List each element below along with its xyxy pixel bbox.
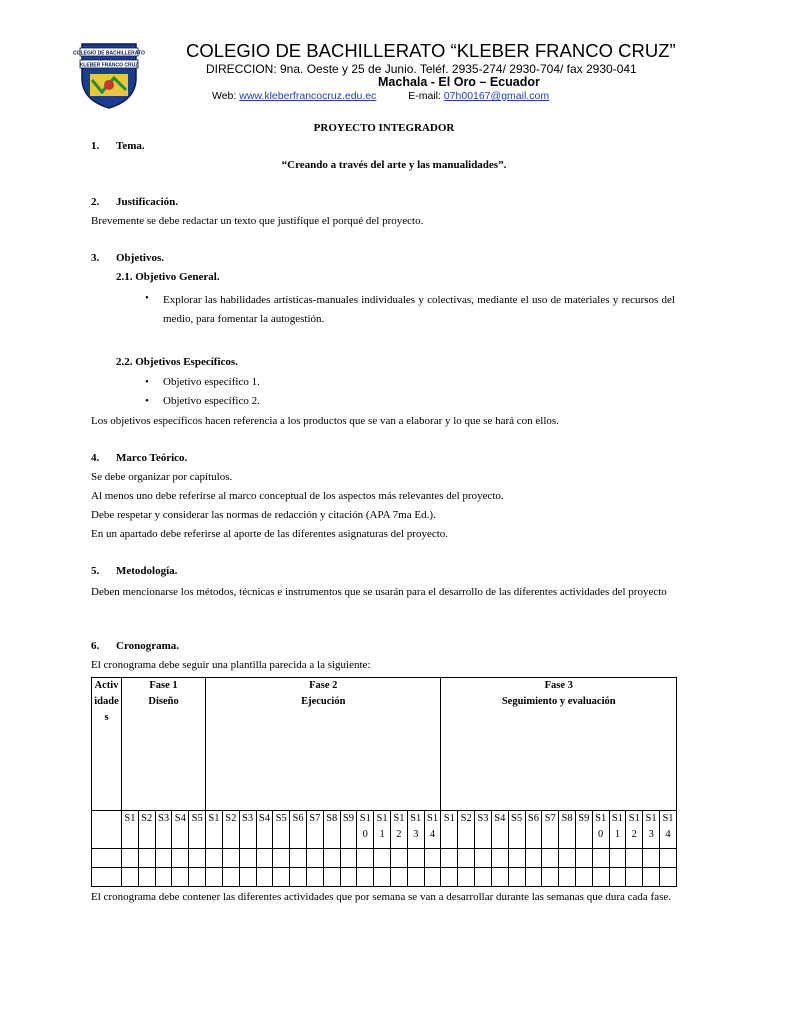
schedule-cell	[306, 849, 323, 868]
general-objective-title: 2.1. Objetivo General.	[116, 271, 220, 283]
schedule-cell	[273, 868, 290, 887]
schedule-cell	[256, 868, 273, 887]
week-cell: S1	[122, 811, 139, 849]
week-cell: S12	[626, 811, 643, 849]
project-theme: “Creando a través del arte y las manualidades”.	[281, 159, 507, 171]
schedule-cell	[357, 849, 374, 868]
schedule-cell	[172, 849, 189, 868]
schedule-cell	[122, 868, 139, 887]
section-4-number: 4.	[91, 452, 100, 464]
email-link[interactable]: 07h00167@gmail.com	[443, 90, 550, 102]
schedule-cell	[306, 868, 323, 887]
schedule-cell	[508, 868, 525, 887]
section-2-title: Justificación.	[116, 196, 179, 208]
schedule-cell	[155, 849, 172, 868]
activity-cell	[92, 849, 122, 868]
activity-cell	[92, 811, 122, 849]
schedule-cell	[508, 849, 525, 868]
schedule-cell	[575, 849, 592, 868]
schedule-table	[91, 677, 677, 887]
schedule-cell	[290, 868, 307, 887]
schedule-cell	[407, 849, 424, 868]
general-objective-text: Explorar las habilidades artísticas-manuales individuales y colectivas, mediante el uso de materiales y recursos del medio, para fomentar la autogestión.	[163, 294, 675, 325]
activity-row	[92, 868, 677, 887]
phase-2-header	[206, 678, 441, 811]
document-title: PROYECTO INTEGRADOR	[313, 122, 455, 134]
bullet-icon: •	[145, 292, 149, 304]
week-cell: S8	[559, 811, 576, 849]
schedule-cell	[374, 849, 391, 868]
schedule-cell	[222, 868, 239, 887]
phase-1-subtitle: Diseño	[148, 696, 179, 707]
schedule-cell	[172, 868, 189, 887]
week-cell: S10	[592, 811, 609, 849]
section-3-number: 3.	[91, 252, 100, 264]
week-cell: S1	[206, 811, 223, 849]
schedule-cell	[122, 849, 139, 868]
specific-objective-1: Objetivo específico 1.	[163, 376, 260, 388]
week-cell: S4	[256, 811, 273, 849]
week-cell: S4	[172, 811, 189, 849]
section-1-number: 1.	[91, 140, 100, 152]
schedule-cell	[424, 849, 441, 868]
activity-row	[92, 849, 677, 868]
schedule-cell	[357, 868, 374, 887]
schedule-cell	[323, 868, 340, 887]
week-cell: S11	[374, 811, 391, 849]
week-cell: S9	[575, 811, 592, 849]
schedule-cell	[407, 868, 424, 887]
activity-cell	[92, 868, 122, 887]
week-cell: S10	[357, 811, 374, 849]
week-cell: S2	[222, 811, 239, 849]
week-cell: S11	[609, 811, 626, 849]
theory-line-3: Debe respetar y considerar las normas de redacción y citación (APA 7ma Ed.).	[91, 509, 436, 521]
schedule-cell	[206, 868, 223, 887]
schedule-cell	[660, 868, 677, 887]
methodology-text: Deben mencionarse los métodos, técnicas e instrumentos que se usarán para el desarrollo de las diferentes actividades del proyecto	[91, 586, 667, 598]
phase-2-subtitle: Ejecución	[301, 696, 346, 707]
week-cell: S6	[290, 811, 307, 849]
week-cell: S7	[306, 811, 323, 849]
schedule-cell	[239, 849, 256, 868]
week-cell: S5	[508, 811, 525, 849]
week-cell: S3	[239, 811, 256, 849]
schedule-intro: El cronograma debe seguir una plantilla parecida a la siguiente:	[91, 659, 371, 671]
week-cell: S8	[323, 811, 340, 849]
schedule-cell	[138, 868, 155, 887]
week-cell: S14	[660, 811, 677, 849]
specific-objectives-title: 2.2. Objetivos Específicos.	[116, 356, 238, 368]
schedule-cell	[525, 849, 542, 868]
section-6-title: Cronograma.	[116, 640, 180, 652]
email-label: E-mail:	[408, 90, 441, 102]
schedule-cell	[491, 868, 508, 887]
schedule-cell	[138, 849, 155, 868]
schedule-cell	[559, 868, 576, 887]
schedule-cell	[323, 849, 340, 868]
web-label: Web:	[212, 90, 237, 102]
schedule-cell	[222, 849, 239, 868]
phase-1-header	[122, 678, 206, 811]
schedule-cell	[592, 849, 609, 868]
schedule-footer-text: El cronograma debe contener las diferentes actividades que por semana se van a desarrollar durante las semanas que dura cada fase.	[91, 891, 671, 903]
week-cell: S9	[340, 811, 357, 849]
week-cell: S5	[273, 811, 290, 849]
schedule-cell	[626, 868, 643, 887]
schedule-cell	[458, 868, 475, 887]
bullet-icon: •	[145, 376, 149, 388]
schedule-cell	[340, 849, 357, 868]
phase-3-subtitle: Seguimiento y evaluación	[501, 696, 616, 707]
schedule-cell	[206, 849, 223, 868]
contact-line	[212, 90, 549, 102]
objectives-note: Los objetivos específicos hacen referencia a los productos que se van a elaborar y lo que se hará con ellos.	[91, 415, 559, 427]
schedule-cell	[441, 868, 458, 887]
svg-text:KLEBER FRANCO CRUZ: KLEBER FRANCO CRUZ	[79, 62, 139, 69]
schedule-cell	[155, 868, 172, 887]
schedule-cell	[189, 849, 206, 868]
section-5-title: Metodología.	[116, 565, 178, 577]
phase-3-header	[441, 678, 677, 811]
schedule-cell	[290, 849, 307, 868]
section-2-number: 2.	[91, 196, 100, 208]
schedule-cell	[542, 868, 559, 887]
schedule-cell	[643, 868, 660, 887]
schedule-cell	[391, 868, 408, 887]
schedule-cell	[424, 868, 441, 887]
activities-header: Actividades	[92, 678, 122, 811]
section-1-title: Tema.	[116, 140, 145, 152]
week-cell: S12	[391, 811, 408, 849]
schedule-cell	[391, 849, 408, 868]
school-name: COLEGIO DE BACHILLERATO “KLEBER FRANCO CRUZ”	[186, 40, 676, 61]
section-3-title: Objetivos.	[116, 252, 164, 264]
week-cell: S2	[138, 811, 155, 849]
week-cell: S5	[189, 811, 206, 849]
theory-line-2: Al menos uno debe referirse al marco conceptual de los aspectos más relevantes del proyecto.	[91, 490, 504, 502]
schedule-header-row	[92, 678, 677, 811]
weeks-row	[92, 811, 677, 849]
theory-line-1: Se debe organizar por capítulos.	[91, 471, 233, 483]
week-cell: S3	[155, 811, 172, 849]
schedule-cell	[189, 868, 206, 887]
schedule-cell	[256, 849, 273, 868]
web-link[interactable]: www.kleberfrancocruz.edu.ec	[239, 90, 377, 102]
schedule-cell	[609, 868, 626, 887]
schedule-cell	[626, 849, 643, 868]
schedule-cell	[441, 849, 458, 868]
schedule-cell	[525, 868, 542, 887]
schedule-cell	[340, 868, 357, 887]
schedule-cell	[458, 849, 475, 868]
phase-2-name: Fase 2	[309, 680, 338, 691]
school-address: DIRECCION: 9na. Oeste y 25 de Junio. Teléf. 2935-274/ 2930-704/ fax 2930-041	[206, 62, 637, 76]
school-city: Machala - El Oro – Ecuador	[378, 75, 540, 89]
schedule-cell	[491, 849, 508, 868]
schedule-cell	[643, 849, 660, 868]
week-cell: S13	[643, 811, 660, 849]
schedule-cell	[374, 868, 391, 887]
week-cell: S3	[475, 811, 492, 849]
week-cell: S7	[542, 811, 559, 849]
justification-text: Brevemente se debe redactar un texto que justifique el porqué del proyecto.	[91, 215, 424, 227]
schedule-cell	[609, 849, 626, 868]
week-cell: S6	[525, 811, 542, 849]
schedule-cell	[239, 868, 256, 887]
section-5-number: 5.	[91, 565, 100, 577]
schedule-cell	[542, 849, 559, 868]
school-logo	[73, 40, 145, 110]
schedule-cell	[592, 868, 609, 887]
phase-1-name: Fase 1	[149, 680, 178, 691]
schedule-cell	[559, 849, 576, 868]
week-cell: S4	[491, 811, 508, 849]
specific-objective-2: Objetivo específico 2.	[163, 395, 260, 407]
bullet-icon: •	[145, 395, 149, 407]
week-cell: S14	[424, 811, 441, 849]
phase-3-name: Fase 3	[544, 680, 573, 691]
schedule-cell	[273, 849, 290, 868]
schedule-cell	[575, 868, 592, 887]
week-cell: S13	[407, 811, 424, 849]
section-6-number: 6.	[91, 640, 100, 652]
schedule-cell	[660, 849, 677, 868]
svg-text:COLEGIO DE BACHILLERATO: COLEGIO DE BACHILLERATO	[73, 50, 145, 57]
schedule-cell	[475, 849, 492, 868]
schedule-cell	[475, 868, 492, 887]
theory-line-4: En un apartado debe referirse al aporte de las diferentes asignaturas del proyecto.	[91, 528, 449, 540]
section-4-title: Marco Teórico.	[116, 452, 188, 464]
week-cell: S2	[458, 811, 475, 849]
week-cell: S1	[441, 811, 458, 849]
